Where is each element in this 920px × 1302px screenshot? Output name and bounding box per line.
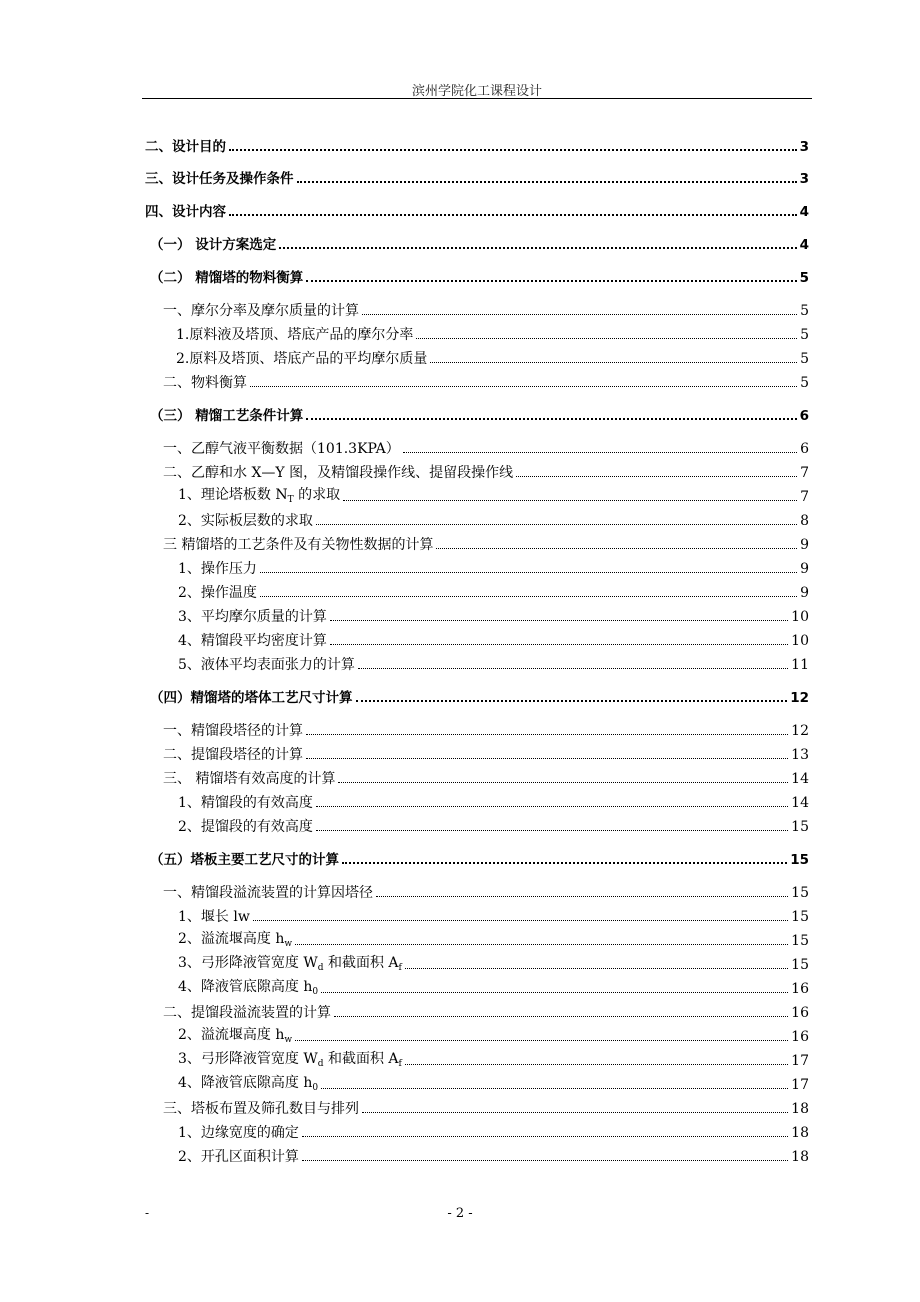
toc-entry[interactable] — [150, 267, 809, 287]
toc-entry-title — [178, 512, 313, 530]
toc-entry-title-text: 二、设计目的 — [145, 139, 226, 155]
toc-entry-page-number: 6 — [799, 408, 809, 424]
toc-entry[interactable] — [178, 582, 809, 602]
toc-entry-title — [150, 269, 303, 287]
toc-entry-title — [178, 1026, 292, 1046]
toc-entry[interactable] — [163, 744, 809, 764]
toc-entry[interactable] — [163, 1002, 809, 1022]
toc-entry-title-text: 3、弓形降液管宽度 W — [178, 955, 318, 971]
toc-dot-leader — [342, 861, 787, 864]
toc-entry-page-number: 15 — [791, 819, 809, 835]
toc-entry[interactable] — [178, 1026, 809, 1046]
toc-entry-title-text: 三、设计任务及操作条件 — [145, 171, 294, 187]
toc-dot-leader — [436, 547, 797, 549]
toc-entry-title-text: 2、溢流堰高度 h — [178, 931, 285, 947]
toc-entry-page-number: 15 — [790, 852, 809, 868]
toc-entry-title — [163, 536, 433, 554]
toc-entry[interactable] — [163, 534, 809, 554]
toc-dot-leader — [405, 967, 788, 969]
toc-entry[interactable] — [178, 1146, 809, 1166]
toc-entry-page-number: 5 — [800, 303, 809, 319]
toc-dot-leader — [260, 571, 797, 573]
toc-entry-page-number: 16 — [791, 1029, 809, 1045]
toc-entry-page-number: 10 — [791, 609, 809, 625]
toc-dot-leader — [343, 499, 797, 501]
toc-entry-title — [178, 584, 257, 602]
toc-entry-page-number: 7 — [800, 489, 809, 505]
toc-entry-title — [163, 770, 335, 788]
toc-entry[interactable] — [178, 930, 809, 950]
toc-entry-title-suffix: 的求取 — [293, 487, 341, 503]
toc-entry[interactable] — [178, 792, 809, 812]
toc-entry-title — [163, 1100, 359, 1118]
toc-entry[interactable] — [178, 558, 809, 578]
toc-entry-page-number: 4 — [799, 204, 809, 220]
toc-entry-title — [178, 978, 318, 998]
toc-entry-title-text: （四）精馏塔的塔体工艺尺寸计算 — [150, 690, 353, 706]
toc-entry-title — [178, 818, 313, 836]
toc-entry-subscript: w — [284, 939, 293, 949]
toc-entry-title-text: 4、降液管底隙高度 h — [178, 1075, 313, 1091]
toc-entry-title-text: 一、精馏段塔径的计算 — [163, 723, 303, 739]
toc-dot-leader — [362, 313, 797, 315]
toc-entry[interactable] — [150, 849, 809, 869]
toc-entry-page-number: 4 — [799, 237, 809, 253]
toc-entry-title — [163, 440, 400, 458]
toc-entry-page-number: 14 — [791, 771, 809, 787]
toc-dot-leader — [229, 213, 797, 216]
toc-entry[interactable] — [178, 978, 809, 998]
toc-dot-leader — [302, 1135, 788, 1137]
toc-entry-title — [178, 1124, 299, 1142]
toc-entry[interactable] — [178, 816, 809, 836]
footer-left-mark: - — [145, 1206, 150, 1220]
toc-entry-page-number: 15 — [791, 885, 809, 901]
toc-entry-title-text: 2、提馏段的有效高度 — [178, 819, 313, 835]
toc-entry-page-number: 17 — [791, 1077, 809, 1093]
toc-entry-title — [176, 326, 413, 344]
toc-entry[interactable] — [178, 906, 809, 926]
toc-entry-page-number: 15 — [791, 909, 809, 925]
toc-entry-page-number: 12 — [791, 723, 809, 739]
toc-entry-title-text: 1、精馏段的有效高度 — [178, 795, 313, 811]
toc-entry-title-text: 4、精馏段平均密度计算 — [178, 633, 327, 649]
footer-page-number: - 2 - — [447, 1206, 473, 1221]
toc-entry[interactable] — [176, 324, 809, 344]
toc-entry-title-suffix: 和截面积 A — [323, 955, 399, 971]
toc-entry-title — [178, 930, 292, 950]
toc-entry-title-text: 二、乙醇和水 X—Y 图，及精馏段操作线、提留段操作线 — [163, 465, 514, 481]
toc-dot-leader — [405, 1063, 788, 1065]
toc-entry[interactable] — [178, 510, 809, 530]
toc-entry-subscript: 0 — [312, 987, 319, 997]
toc-entry-page-number: 15 — [791, 933, 809, 949]
toc-entry-title — [145, 170, 294, 188]
toc-entry-page-number: 9 — [800, 561, 809, 577]
toc-dot-leader — [306, 733, 788, 735]
toc-entry[interactable] — [178, 1122, 809, 1142]
toc-entry[interactable] — [163, 882, 809, 902]
toc-entry-page-number: 11 — [791, 657, 809, 673]
toc-entry-title-text: 三、 精馏塔有效高度的计算 — [163, 771, 336, 787]
toc-entry-page-number: 10 — [791, 633, 809, 649]
toc-entry-title — [178, 1050, 402, 1070]
toc-entry-title-text: 2、开孔区面积计算 — [178, 1149, 299, 1165]
toc-entry-title-text: 1、理论塔板数 N — [178, 487, 288, 503]
toc-dot-leader — [316, 805, 788, 807]
toc-dot-leader — [403, 451, 797, 453]
toc-entry-title-text: 三、塔板布置及筛孔数目与排列 — [163, 1101, 359, 1117]
toc-entry-title — [163, 374, 247, 392]
toc-entry-page-number: 9 — [800, 537, 809, 553]
toc-entry-page-number: 5 — [799, 270, 809, 286]
toc-entry-title-text: 1、操作压力 — [178, 561, 257, 577]
toc-entry-title-text: 二、物料衡算 — [163, 375, 247, 391]
toc-entry-subscript: f — [398, 1059, 402, 1069]
toc-entry-page-number: 15 — [791, 957, 809, 973]
toc-entry-title-text: 一、精馏段溢流装置的计算因塔径 — [163, 885, 373, 901]
toc-entry-title — [163, 464, 513, 482]
toc-dot-leader — [334, 1015, 788, 1017]
toc-entry-title — [178, 954, 402, 974]
toc-entry-title-text: 1、堰长 lw — [178, 909, 250, 925]
toc-entry-page-number: 9 — [800, 585, 809, 601]
toc-dot-leader — [306, 417, 796, 420]
toc-dot-leader — [516, 475, 797, 477]
toc-entry-title-text: 1、边缘宽度的确定 — [178, 1125, 299, 1141]
toc-dot-leader — [302, 1159, 788, 1161]
toc-entry[interactable] — [176, 348, 809, 368]
toc-entry-title — [145, 138, 226, 156]
toc-dot-leader — [338, 781, 788, 783]
toc-entry[interactable] — [178, 486, 809, 506]
toc-entry-title — [163, 302, 359, 320]
toc-entry-page-number: 5 — [800, 327, 809, 343]
toc-dot-leader — [295, 943, 788, 945]
toc-dot-leader — [358, 667, 788, 669]
toc-entry-title-text: 3、弓形降液管宽度 W — [178, 1051, 318, 1067]
toc-dot-leader — [316, 523, 797, 525]
toc-entry-subscript: 0 — [312, 1083, 319, 1093]
toc-entry-page-number: 14 — [791, 795, 809, 811]
toc-entry[interactable] — [178, 606, 809, 626]
page-header-title: 滨州学院化工课程设计 — [411, 84, 542, 99]
toc-dot-leader — [250, 385, 797, 387]
toc-entry-title-text: 5、液体平均表面张力的计算 — [178, 657, 355, 673]
toc-entry-title-text: （三） 精馏工艺条件计算 — [150, 408, 304, 424]
toc-entry-title — [145, 203, 226, 221]
toc-entry-title — [178, 794, 313, 812]
toc-entry-title — [178, 656, 355, 674]
toc-entry-page-number: 7 — [800, 465, 809, 481]
toc-entry-title — [150, 851, 339, 869]
toc-entry-title — [163, 746, 303, 764]
toc-entry[interactable] — [145, 201, 809, 221]
toc-entry-page-number: 16 — [791, 981, 809, 997]
toc-dot-leader — [330, 619, 788, 621]
toc-dot-leader — [430, 361, 797, 363]
toc-entry-title — [178, 1148, 299, 1166]
toc-dot-leader — [321, 1087, 788, 1089]
toc-dot-leader — [253, 919, 788, 921]
toc-entry-title-text: 一、乙醇气液平衡数据（101.3KPA） — [163, 441, 400, 457]
toc-dot-leader — [316, 829, 788, 831]
toc-entry-title-text: 1.原料液及塔顶、塔底产品的摩尔分率 — [176, 327, 414, 343]
toc-entry-title-text: 二、提馏段塔径的计算 — [163, 747, 303, 763]
toc-dot-leader — [295, 1039, 788, 1041]
toc-entry-title-text: 一、摩尔分率及摩尔质量的计算 — [163, 303, 359, 319]
toc-entry-page-number: 18 — [791, 1149, 809, 1165]
toc-entry-title — [163, 1004, 331, 1022]
toc-entry-title-text: 四、设计内容 — [145, 204, 226, 220]
toc-entry[interactable] — [163, 300, 809, 320]
toc-entry-page-number: 5 — [800, 375, 809, 391]
toc-entry[interactable] — [163, 720, 809, 740]
toc-entry-title — [163, 884, 373, 902]
toc-entry[interactable] — [150, 234, 809, 254]
toc-entry-title-suffix: 和截面积 A — [323, 1051, 399, 1067]
toc-entry-title — [178, 908, 250, 926]
toc-entry[interactable] — [178, 654, 809, 674]
toc-entry-title — [150, 236, 276, 254]
toc-entry-page-number: 18 — [791, 1125, 809, 1141]
toc-entry[interactable] — [178, 954, 809, 974]
toc-entry-page-number: 5 — [800, 351, 809, 367]
toc-entry-title-text: 3、平均摩尔质量的计算 — [178, 609, 327, 625]
toc-dot-leader — [260, 595, 797, 597]
toc-entry[interactable] — [163, 438, 809, 458]
toc-entry-page-number: 16 — [791, 1005, 809, 1021]
toc-entry-page-number: 3 — [799, 139, 809, 155]
toc-entry-page-number: 3 — [799, 171, 809, 187]
toc-entry-title — [178, 608, 327, 626]
toc-entry-subscript: d — [317, 1059, 324, 1069]
toc-dot-leader — [356, 699, 788, 702]
toc-entry-title — [178, 486, 340, 506]
toc-entry[interactable] — [150, 687, 809, 707]
toc-entry-page-number: 8 — [800, 513, 809, 529]
toc-entry-page-number: 12 — [790, 690, 809, 706]
toc-dot-leader — [330, 643, 788, 645]
toc-entry[interactable] — [163, 768, 809, 788]
toc-entry-title-text: 2、操作温度 — [178, 585, 257, 601]
toc-entry-title-text: 2.原料及塔顶、塔底产品的平均摩尔质量 — [176, 351, 428, 367]
toc-dot-leader — [321, 991, 788, 993]
toc-entry-title — [150, 407, 303, 425]
toc-entry[interactable] — [163, 372, 809, 392]
toc-dot-leader — [229, 148, 797, 151]
toc-dot-leader — [416, 337, 797, 339]
toc-entry-title-text: 4、降液管底隙高度 h — [178, 979, 313, 995]
toc-entry-title-text: （一） 设计方案选定 — [150, 237, 277, 253]
toc-entry-title-text: （二） 精馏塔的物料衡算 — [150, 270, 304, 286]
toc-entry-title-text: 三 精馏塔的工艺条件及有关物性数据的计算 — [163, 537, 434, 553]
toc-entry[interactable] — [178, 1074, 809, 1094]
toc-entry[interactable] — [163, 462, 809, 482]
toc-entry[interactable] — [145, 168, 809, 188]
toc-entry-title — [178, 560, 257, 578]
toc-dot-leader — [306, 279, 796, 282]
toc-entry[interactable] — [178, 1050, 809, 1070]
toc-dot-leader — [376, 895, 788, 897]
toc-entry-subscript: d — [317, 963, 324, 973]
toc-entry-title — [150, 689, 353, 707]
toc-entry-title — [163, 722, 303, 740]
toc-entry-title-text: 2、溢流堰高度 h — [178, 1027, 285, 1043]
toc-entry-subscript: w — [284, 1035, 293, 1045]
toc-dot-leader — [297, 180, 797, 183]
toc-entry-subscript: T — [287, 495, 294, 505]
toc-entry[interactable] — [145, 136, 809, 156]
toc-entry-page-number: 18 — [791, 1101, 809, 1117]
toc-dot-leader — [362, 1111, 788, 1113]
toc-entry[interactable] — [178, 630, 809, 650]
toc-entry-title-text: 二、提馏段溢流装置的计算 — [163, 1005, 331, 1021]
toc-entry-title — [178, 632, 327, 650]
toc-entry[interactable] — [150, 405, 809, 425]
toc-entry-title — [178, 1074, 318, 1094]
toc-entry-title — [176, 350, 427, 368]
toc-entry[interactable] — [163, 1098, 809, 1118]
toc-entry-page-number: 13 — [791, 747, 809, 763]
toc-entry-title-text: 2、实际板层数的求取 — [178, 513, 313, 529]
toc-entry-page-number: 6 — [800, 441, 809, 457]
toc-dot-leader — [306, 757, 788, 759]
toc-entry-title-text: （五）塔板主要工艺尺寸的计算 — [150, 852, 339, 868]
toc-entry-subscript: f — [398, 963, 402, 973]
toc-dot-leader — [279, 246, 796, 249]
toc-entry-page-number: 17 — [791, 1053, 809, 1069]
